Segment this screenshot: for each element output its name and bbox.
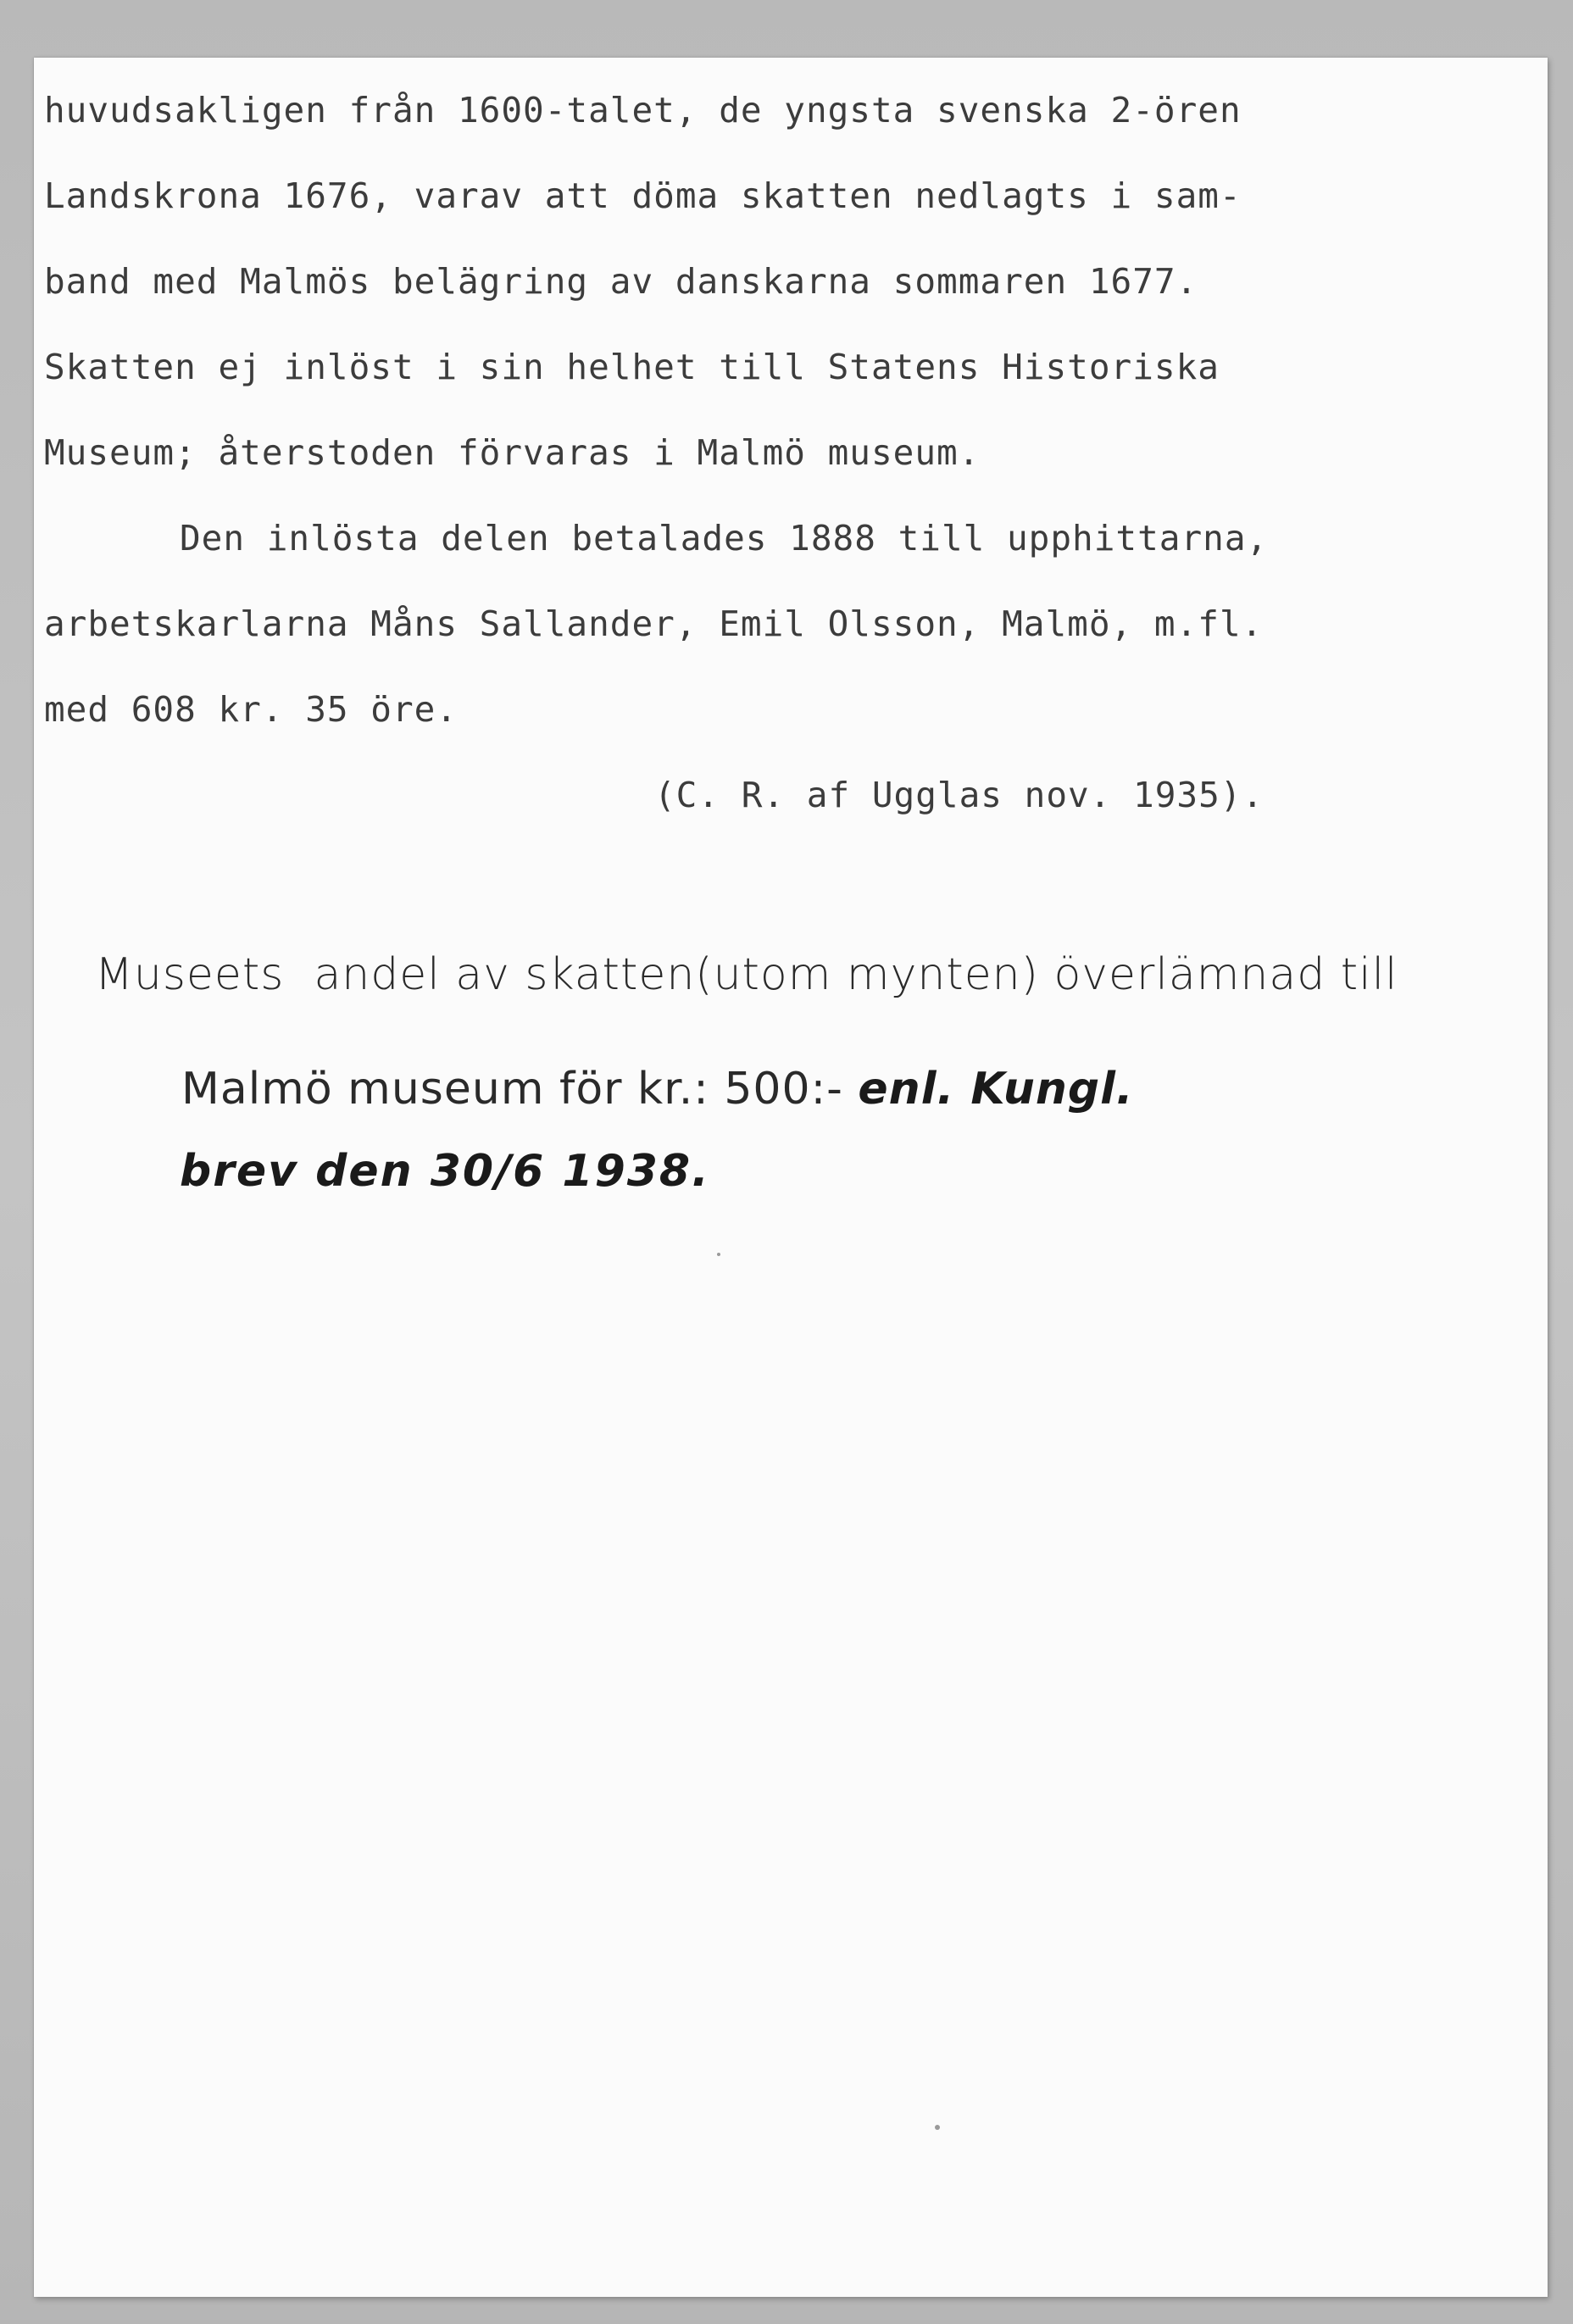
handwritten-ink-text: enl. Kungl. xyxy=(858,1064,1134,1115)
handwritten-text: Malmö museum för kr.: 500:- xyxy=(181,1064,859,1115)
typed-line: Skatten ej inlöst i sin helhet till Statens Historiska xyxy=(44,347,1220,387)
typed-line: huvudsakligen från 1600-talet, de yngsta svenska 2-ören xyxy=(44,90,1242,131)
typewritten-text xyxy=(44,68,1502,838)
typed-line: Den inlösta delen betalades 1888 till upphittarna, xyxy=(180,518,1269,559)
typed-line: band med Malmös belägring av danskarna sommaren 1677. xyxy=(44,261,1198,302)
paper-speck xyxy=(717,1253,720,1256)
typed-line: med 608 kr. 35 öre. xyxy=(44,689,458,730)
typed-line: arbetskarlarna Måns Sallander, Emil Olsson, Malmö, m.fl. xyxy=(44,603,1264,644)
handwritten-line: Museets andel av skatten(utom mynten) överlämnad till xyxy=(95,949,1398,1000)
handwritten-line xyxy=(181,1064,1134,1115)
typed-line: Museum; återstoden förvaras i Malmö museum. xyxy=(44,432,981,473)
paper-speck xyxy=(935,2125,940,2130)
handwritten-line: brev den 30/6 1938. xyxy=(180,1146,710,1197)
typed-signature: (C. R. af Ugglas nov. 1935). xyxy=(654,775,1265,815)
typed-line: Landskrona 1676, varav att döma skatten nedlagts i sam- xyxy=(44,175,1242,216)
